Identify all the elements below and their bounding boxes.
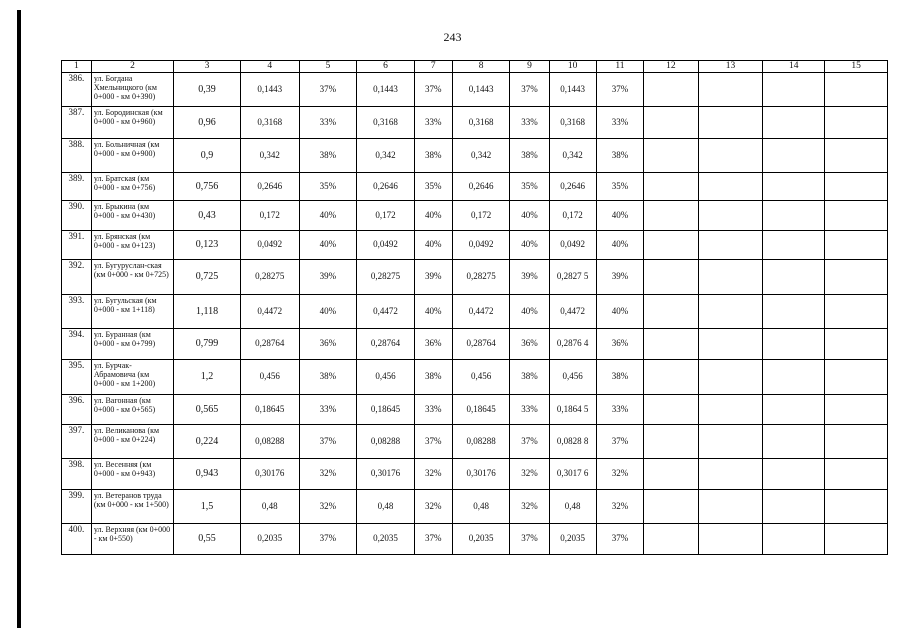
value-cell: 33% bbox=[596, 395, 643, 425]
length-cell: 0,565 bbox=[174, 395, 241, 425]
street-name: ул. Бугульская (км 0+000 - км 1+118) bbox=[91, 295, 173, 329]
value-cell bbox=[698, 490, 763, 524]
value-cell: 0,28275 bbox=[240, 260, 299, 295]
value-cell: 0,2646 bbox=[452, 173, 510, 201]
value-cell bbox=[644, 295, 699, 329]
value-cell bbox=[763, 295, 825, 329]
value-cell bbox=[644, 360, 699, 395]
length-cell: 0,123 bbox=[174, 231, 241, 260]
row-number: 394. bbox=[62, 329, 92, 360]
value-cell bbox=[644, 139, 699, 173]
value-cell: 35% bbox=[414, 173, 452, 201]
page-number: 243 bbox=[443, 30, 462, 44]
value-cell: 0,456 bbox=[452, 360, 510, 395]
value-cell: 37% bbox=[596, 425, 643, 459]
value-cell: 0,28764 bbox=[452, 329, 510, 360]
value-cell bbox=[763, 459, 825, 490]
value-cell: 32% bbox=[414, 490, 452, 524]
value-cell: 37% bbox=[510, 425, 549, 459]
value-cell bbox=[644, 490, 699, 524]
value-cell: 0,28275 bbox=[357, 260, 415, 295]
value-cell bbox=[763, 490, 825, 524]
value-cell: 32% bbox=[299, 459, 357, 490]
value-cell: 0,2646 bbox=[549, 173, 596, 201]
value-cell: 37% bbox=[596, 524, 643, 555]
row-number: 393. bbox=[62, 295, 92, 329]
length-cell: 1,5 bbox=[174, 490, 241, 524]
value-cell bbox=[763, 329, 825, 360]
row-number: 392. bbox=[62, 260, 92, 295]
value-cell bbox=[825, 295, 888, 329]
column-header: 9 bbox=[510, 61, 549, 73]
value-cell: 0,0492 bbox=[357, 231, 415, 260]
value-cell bbox=[698, 295, 763, 329]
column-header: 15 bbox=[825, 61, 888, 73]
value-cell: 32% bbox=[510, 459, 549, 490]
value-cell: 0,48 bbox=[357, 490, 415, 524]
value-cell bbox=[763, 231, 825, 260]
value-cell: 0,2876 4 bbox=[549, 329, 596, 360]
street-name: ул. Ветеранов труда (км 0+000 - км 1+500) bbox=[91, 490, 173, 524]
value-cell bbox=[825, 329, 888, 360]
column-header: 13 bbox=[698, 61, 763, 73]
value-cell: 0,18645 bbox=[357, 395, 415, 425]
table-row bbox=[62, 524, 888, 555]
value-cell: 33% bbox=[414, 395, 452, 425]
length-cell: 1,118 bbox=[174, 295, 241, 329]
row-number: 400. bbox=[62, 524, 92, 555]
value-cell bbox=[763, 201, 825, 231]
street-name: ул. Больничная (км 0+000 - км 0+900) bbox=[91, 139, 173, 173]
row-number: 397. bbox=[62, 425, 92, 459]
value-cell bbox=[644, 425, 699, 459]
value-cell: 0,342 bbox=[452, 139, 510, 173]
value-cell: 40% bbox=[299, 295, 357, 329]
value-cell: 39% bbox=[596, 260, 643, 295]
value-cell bbox=[763, 425, 825, 459]
row-number: 388. bbox=[62, 139, 92, 173]
value-cell: 0,342 bbox=[357, 139, 415, 173]
value-cell: 38% bbox=[510, 360, 549, 395]
value-cell: 37% bbox=[299, 524, 357, 555]
table-row bbox=[62, 395, 888, 425]
value-cell: 36% bbox=[299, 329, 357, 360]
value-cell: 0,342 bbox=[549, 139, 596, 173]
value-cell: 0,3168 bbox=[357, 107, 415, 139]
value-cell bbox=[644, 395, 699, 425]
value-cell: 0,172 bbox=[240, 201, 299, 231]
street-name: ул. Бородинская (км 0+000 - км 0+960) bbox=[91, 107, 173, 139]
value-cell: 0,28764 bbox=[240, 329, 299, 360]
value-cell bbox=[644, 107, 699, 139]
table-row bbox=[62, 490, 888, 524]
data-table bbox=[61, 60, 888, 555]
row-number: 390. bbox=[62, 201, 92, 231]
value-cell bbox=[763, 139, 825, 173]
value-cell bbox=[825, 425, 888, 459]
value-cell: 0,18645 bbox=[452, 395, 510, 425]
column-header: 12 bbox=[644, 61, 699, 73]
value-cell: 33% bbox=[299, 107, 357, 139]
value-cell bbox=[698, 73, 763, 107]
row-number: 387. bbox=[62, 107, 92, 139]
value-cell: 33% bbox=[510, 107, 549, 139]
value-cell: 33% bbox=[299, 395, 357, 425]
value-cell: 37% bbox=[299, 425, 357, 459]
value-cell: 38% bbox=[596, 139, 643, 173]
value-cell: 0,0492 bbox=[240, 231, 299, 260]
value-cell: 35% bbox=[510, 173, 549, 201]
value-cell: 40% bbox=[414, 231, 452, 260]
value-cell bbox=[825, 173, 888, 201]
value-cell bbox=[825, 107, 888, 139]
length-cell: 0,96 bbox=[174, 107, 241, 139]
value-cell: 0,4472 bbox=[452, 295, 510, 329]
value-cell: 36% bbox=[596, 329, 643, 360]
value-cell: 38% bbox=[299, 360, 357, 395]
value-cell: 37% bbox=[414, 73, 452, 107]
value-cell bbox=[698, 139, 763, 173]
value-cell: 40% bbox=[510, 295, 549, 329]
value-cell: 37% bbox=[299, 73, 357, 107]
value-cell bbox=[763, 173, 825, 201]
length-cell: 0,799 bbox=[174, 329, 241, 360]
value-cell: 33% bbox=[596, 107, 643, 139]
value-cell: 0,342 bbox=[240, 139, 299, 173]
value-cell: 0,4472 bbox=[357, 295, 415, 329]
length-cell: 1,2 bbox=[174, 360, 241, 395]
street-name: ул. Бурчак-Абрамовича (км 0+000 - км 1+200) bbox=[91, 360, 173, 395]
value-cell bbox=[698, 260, 763, 295]
value-cell bbox=[644, 524, 699, 555]
value-cell: 0,4472 bbox=[549, 295, 596, 329]
value-cell bbox=[763, 360, 825, 395]
value-cell: 39% bbox=[510, 260, 549, 295]
value-cell: 36% bbox=[510, 329, 549, 360]
street-name: ул. Вагонная (км 0+000 - км 0+565) bbox=[91, 395, 173, 425]
street-name: ул. Великанова (км 0+000 - км 0+224) bbox=[91, 425, 173, 459]
value-cell bbox=[698, 231, 763, 260]
row-number: 396. bbox=[62, 395, 92, 425]
value-cell: 0,28764 bbox=[357, 329, 415, 360]
value-cell: 0,08288 bbox=[452, 425, 510, 459]
column-header: 14 bbox=[763, 61, 825, 73]
value-cell: 0,08288 bbox=[240, 425, 299, 459]
value-cell: 0,456 bbox=[549, 360, 596, 395]
table-row bbox=[62, 231, 888, 260]
value-cell: 35% bbox=[596, 173, 643, 201]
value-cell: 39% bbox=[414, 260, 452, 295]
table-row bbox=[62, 459, 888, 490]
value-cell bbox=[825, 139, 888, 173]
table-row bbox=[62, 139, 888, 173]
value-cell bbox=[825, 395, 888, 425]
length-cell: 0,43 bbox=[174, 201, 241, 231]
value-cell bbox=[825, 524, 888, 555]
value-cell bbox=[763, 524, 825, 555]
value-cell: 40% bbox=[414, 201, 452, 231]
value-cell: 0,18645 bbox=[240, 395, 299, 425]
row-number: 386. bbox=[62, 73, 92, 107]
column-header: 4 bbox=[240, 61, 299, 73]
length-cell: 0,725 bbox=[174, 260, 241, 295]
value-cell: 33% bbox=[510, 395, 549, 425]
value-cell: 0,08288 bbox=[357, 425, 415, 459]
value-cell bbox=[698, 329, 763, 360]
value-cell: 0,2035 bbox=[240, 524, 299, 555]
value-cell bbox=[825, 260, 888, 295]
value-cell bbox=[644, 459, 699, 490]
value-cell bbox=[698, 524, 763, 555]
row-number: 398. bbox=[62, 459, 92, 490]
value-cell: 35% bbox=[299, 173, 357, 201]
value-cell bbox=[825, 231, 888, 260]
value-cell: 37% bbox=[596, 73, 643, 107]
value-cell: 0,28275 bbox=[452, 260, 510, 295]
length-cell: 0,943 bbox=[174, 459, 241, 490]
value-cell bbox=[644, 231, 699, 260]
row-number: 395. bbox=[62, 360, 92, 395]
row-number: 399. bbox=[62, 490, 92, 524]
value-cell: 0,2646 bbox=[357, 173, 415, 201]
value-cell: 0,456 bbox=[240, 360, 299, 395]
value-cell: 40% bbox=[596, 201, 643, 231]
value-cell: 38% bbox=[510, 139, 549, 173]
table-row bbox=[62, 295, 888, 329]
value-cell: 0,2646 bbox=[240, 173, 299, 201]
value-cell: 40% bbox=[510, 231, 549, 260]
value-cell: 39% bbox=[299, 260, 357, 295]
value-cell bbox=[825, 73, 888, 107]
column-header: 8 bbox=[452, 61, 510, 73]
length-cell: 0,9 bbox=[174, 139, 241, 173]
value-cell bbox=[763, 395, 825, 425]
value-cell: 0,1443 bbox=[357, 73, 415, 107]
table-row bbox=[62, 73, 888, 107]
value-cell: 0,3017 6 bbox=[549, 459, 596, 490]
value-cell: 0,1443 bbox=[240, 73, 299, 107]
value-cell: 38% bbox=[299, 139, 357, 173]
value-cell: 0,3168 bbox=[549, 107, 596, 139]
value-cell: 0,172 bbox=[357, 201, 415, 231]
value-cell: 32% bbox=[596, 490, 643, 524]
column-header: 11 bbox=[596, 61, 643, 73]
value-cell: 0,0828 8 bbox=[549, 425, 596, 459]
street-name: ул. Брыкина (км 0+000 - км 0+430) bbox=[91, 201, 173, 231]
value-cell bbox=[763, 260, 825, 295]
value-cell: 37% bbox=[414, 425, 452, 459]
value-cell bbox=[644, 260, 699, 295]
value-cell: 0,3168 bbox=[452, 107, 510, 139]
column-header: 1 bbox=[62, 61, 92, 73]
column-header: 7 bbox=[414, 61, 452, 73]
value-cell: 0,1864 5 bbox=[549, 395, 596, 425]
table-body bbox=[62, 61, 888, 555]
table-row bbox=[62, 425, 888, 459]
value-cell: 32% bbox=[596, 459, 643, 490]
column-header: 6 bbox=[357, 61, 415, 73]
value-cell: 0,0492 bbox=[452, 231, 510, 260]
table-row bbox=[62, 260, 888, 295]
value-cell bbox=[698, 201, 763, 231]
row-number: 391. bbox=[62, 231, 92, 260]
value-cell: 0,2035 bbox=[452, 524, 510, 555]
value-cell: 32% bbox=[414, 459, 452, 490]
street-name: ул. Верхняя (км 0+000 - км 0+550) bbox=[91, 524, 173, 555]
column-header: 2 bbox=[91, 61, 173, 73]
street-name: ул. Брянская (км 0+000 - км 0+123) bbox=[91, 231, 173, 260]
street-name: ул. Весенняя (км 0+000 - км 0+943) bbox=[91, 459, 173, 490]
value-cell bbox=[825, 360, 888, 395]
value-cell: 40% bbox=[414, 295, 452, 329]
value-cell: 0,30176 bbox=[240, 459, 299, 490]
value-cell: 32% bbox=[510, 490, 549, 524]
value-cell: 38% bbox=[596, 360, 643, 395]
value-cell: 40% bbox=[596, 295, 643, 329]
table-row bbox=[62, 201, 888, 231]
value-cell: 0,2827 5 bbox=[549, 260, 596, 295]
value-cell: 0,2035 bbox=[549, 524, 596, 555]
value-cell bbox=[644, 201, 699, 231]
value-cell: 40% bbox=[596, 231, 643, 260]
value-cell: 38% bbox=[414, 139, 452, 173]
street-name: ул. Богдана Хмельницкого (км 0+000 - км 0+390) bbox=[91, 73, 173, 107]
table-row bbox=[62, 360, 888, 395]
value-cell: 0,172 bbox=[452, 201, 510, 231]
header-row bbox=[62, 61, 888, 73]
column-header: 10 bbox=[549, 61, 596, 73]
length-cell: 0,39 bbox=[174, 73, 241, 107]
value-cell bbox=[644, 173, 699, 201]
value-cell: 37% bbox=[510, 73, 549, 107]
row-number: 389. bbox=[62, 173, 92, 201]
column-header: 3 bbox=[174, 61, 241, 73]
value-cell bbox=[698, 360, 763, 395]
value-cell: 40% bbox=[510, 201, 549, 231]
value-cell bbox=[644, 73, 699, 107]
value-cell: 37% bbox=[510, 524, 549, 555]
value-cell: 0,3168 bbox=[240, 107, 299, 139]
value-cell bbox=[698, 459, 763, 490]
left-margin-bar bbox=[17, 10, 21, 628]
value-cell: 0,172 bbox=[549, 201, 596, 231]
value-cell bbox=[698, 425, 763, 459]
length-cell: 0,756 bbox=[174, 173, 241, 201]
value-cell: 0,1443 bbox=[452, 73, 510, 107]
value-cell bbox=[698, 107, 763, 139]
value-cell bbox=[698, 395, 763, 425]
value-cell bbox=[698, 173, 763, 201]
value-cell: 36% bbox=[414, 329, 452, 360]
value-cell: 0,0492 bbox=[549, 231, 596, 260]
value-cell: 0,48 bbox=[549, 490, 596, 524]
value-cell: 0,4472 bbox=[240, 295, 299, 329]
value-cell: 33% bbox=[414, 107, 452, 139]
value-cell bbox=[825, 201, 888, 231]
value-cell bbox=[825, 490, 888, 524]
street-name: ул. Братская (км 0+000 - км 0+756) bbox=[91, 173, 173, 201]
value-cell: 37% bbox=[414, 524, 452, 555]
length-cell: 0,55 bbox=[174, 524, 241, 555]
table-row bbox=[62, 107, 888, 139]
value-cell bbox=[763, 73, 825, 107]
value-cell bbox=[644, 329, 699, 360]
value-cell: 0,30176 bbox=[357, 459, 415, 490]
value-cell: 0,2035 bbox=[357, 524, 415, 555]
value-cell: 40% bbox=[299, 201, 357, 231]
value-cell: 0,48 bbox=[452, 490, 510, 524]
value-cell: 0,30176 bbox=[452, 459, 510, 490]
table-row bbox=[62, 329, 888, 360]
length-cell: 0,224 bbox=[174, 425, 241, 459]
value-cell: 0,48 bbox=[240, 490, 299, 524]
value-cell: 40% bbox=[299, 231, 357, 260]
value-cell bbox=[825, 459, 888, 490]
value-cell: 32% bbox=[299, 490, 357, 524]
value-cell: 0,1443 bbox=[549, 73, 596, 107]
value-cell: 0,456 bbox=[357, 360, 415, 395]
column-header: 5 bbox=[299, 61, 357, 73]
value-cell: 38% bbox=[414, 360, 452, 395]
value-cell bbox=[763, 107, 825, 139]
street-name: ул. Бугуруслан-ская (км 0+000 - км 0+725) bbox=[91, 260, 173, 295]
street-name: ул. Буранная (км 0+000 - км 0+799) bbox=[91, 329, 173, 360]
table-row bbox=[62, 173, 888, 201]
